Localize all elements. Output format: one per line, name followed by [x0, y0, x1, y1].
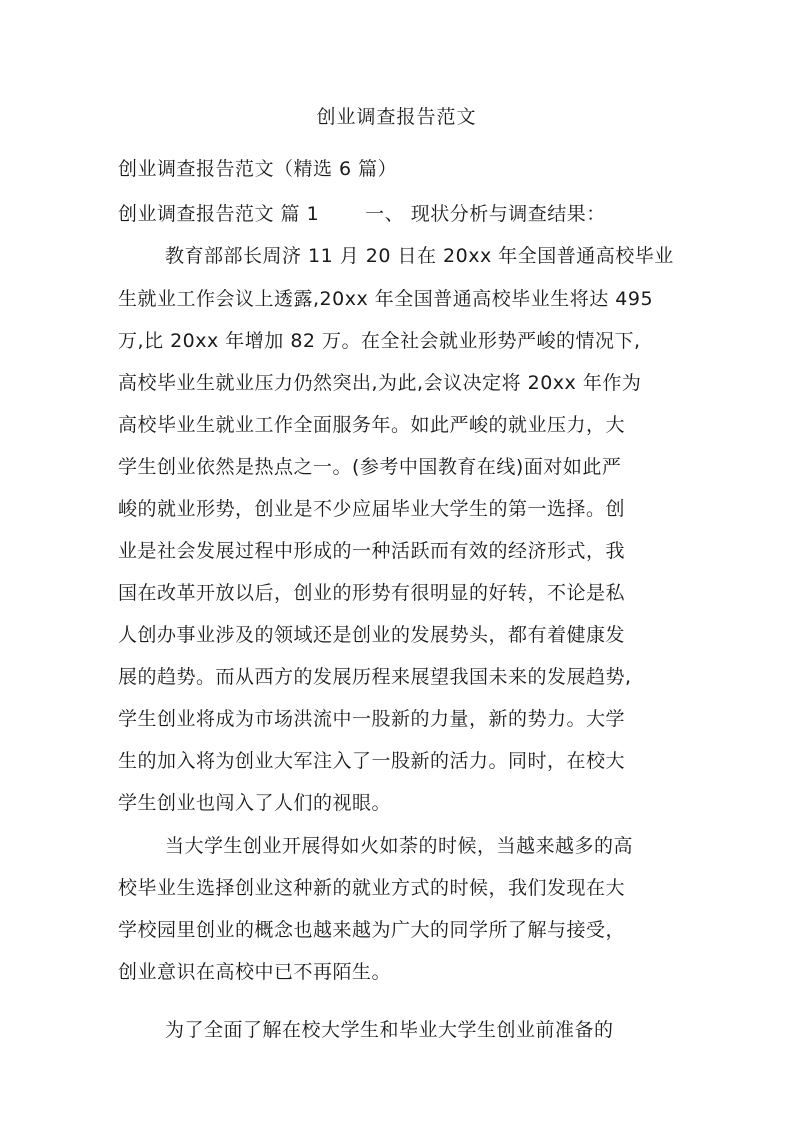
paragraph-1-line: 峻的就业形势，创业是不少应届毕业大学生的第一选择。创	[118, 498, 626, 520]
paragraph-1-line: 高校毕业生就业工作全面服务年。如此严峻的就业压力，大	[118, 414, 626, 436]
paragraph-1-line: 人创办事业涉及的领域还是创业的发展势头，都有着健康发	[118, 624, 626, 646]
paragraph-3-line: 为了全面了解在校大学生和毕业大学生创业前准备的	[165, 1019, 614, 1041]
paragraph-1-line: 生就业工作会议上透露,20xx 年全国普通高校毕业生将达 495	[118, 288, 654, 310]
article-heading: 创业调查报告范文 篇 1	[118, 203, 320, 225]
paragraph-1-line: 学生创业将成为市场洪流中一股新的力量，新的势力。大学	[118, 708, 626, 730]
paragraph-1-line: 业是社会发展过程中形成的一种活跃而有效的经济形式，我	[118, 540, 626, 562]
section-heading: 一、 现状分析与调查结果：	[365, 203, 606, 225]
paragraph-1-line: 高校毕业生就业压力仍然突出,为此,会议决定将 20xx 年作为	[118, 372, 642, 394]
paragraph-2-line: 创业意识在高校中已不再陌生。	[118, 961, 392, 983]
paragraph-2-line: 学校园里创业的概念也越来越为广大的同学所了解与接受，	[118, 919, 626, 941]
paragraph-1-line: 学生创业也闯入了人们的视眼。	[118, 792, 392, 814]
paragraph-1-line: 学生创业依然是热点之一。(参考中国教育在线)面对如此严	[118, 456, 622, 478]
paragraph-2-line: 当大学生创业开展得如火如荼的时候，当越来越多的高	[165, 835, 634, 857]
paragraph-2-line: 校毕业生选择创业这种新的就业方式的时候，我们发现在大	[118, 877, 626, 899]
heading-row	[118, 200, 678, 228]
paragraph-1-line: 展的趋势。而从西方的发展历程来展望我国未来的发展趋势,	[118, 666, 632, 688]
paragraph-1-line: 国在改革开放以后，创业的形势有很明显的好转，不论是私	[118, 582, 626, 604]
paragraph-1-line: 生的加入将为创业大军注入了一股新的活力。同时，在校大	[118, 750, 626, 772]
document-subtitle: 创业调查报告范文（精选 6 篇）	[118, 158, 398, 180]
paragraph-1-line: 教育部部长周济 11 月 20 日在 20xx 年全国普通高校毕业	[165, 245, 674, 267]
document-title: 创业调查报告范文	[316, 106, 477, 128]
paragraph-1-line: 万,比 20xx 年增加 82 万。在全社会就业形势严峻的情况下,	[118, 330, 641, 352]
